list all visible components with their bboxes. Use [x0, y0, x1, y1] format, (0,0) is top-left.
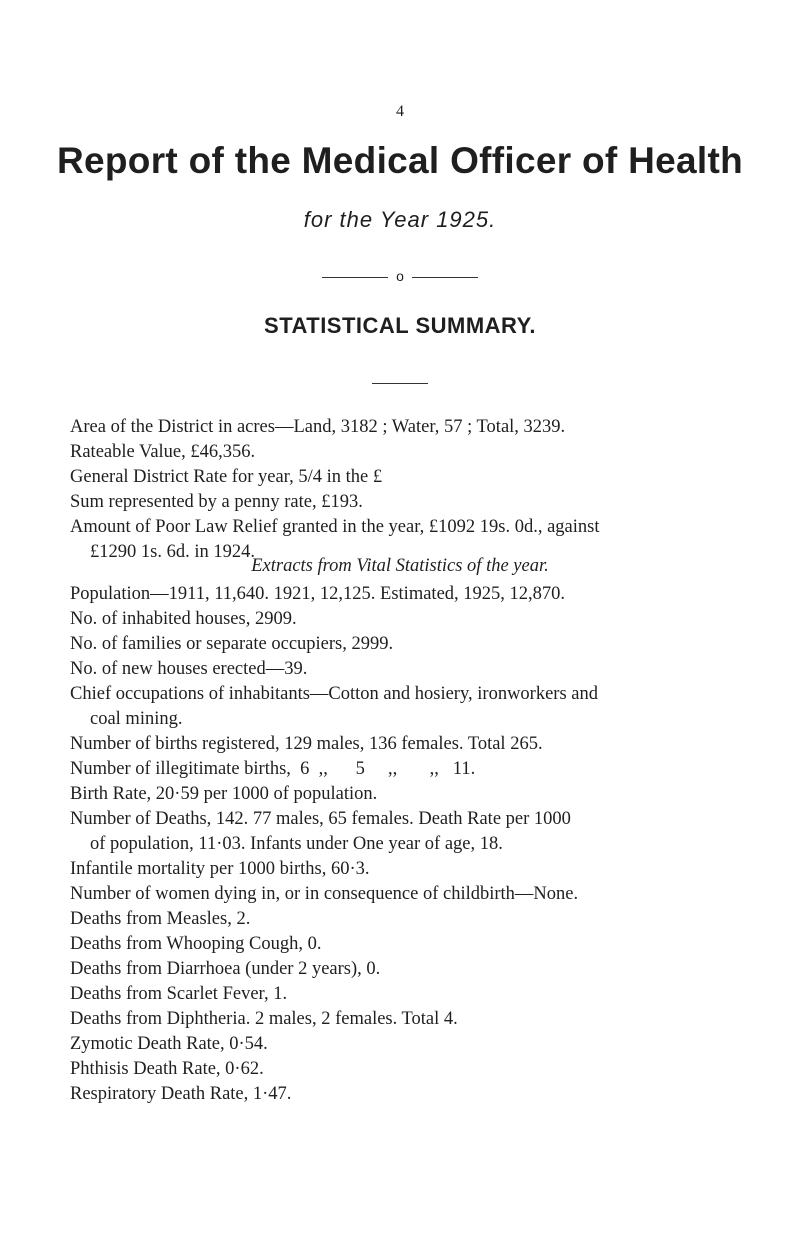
vital-line-families: No. of families or separate occupiers, 2999.	[70, 634, 394, 654]
vital-line-occupations: Chief occupations of inhabitants—Cotton and hosiery, ironworkers and	[70, 684, 598, 704]
summary-line-area: Area of the District in acres—Land, 3182 ; Water, 57 ; Total, 3239.	[70, 417, 566, 437]
vital-line-whooping-cough: Deaths from Whooping Cough, 0.	[70, 934, 322, 954]
vital-line-occupations-cont: coal mining.	[90, 709, 183, 729]
extracts-heading: Extracts from Vital Statistics of the year.	[251, 556, 549, 576]
report-subtitle: for the Year 1925.	[303, 207, 497, 232]
vital-line-deaths-cont: of population, 11·03. Infants under One year of age, 18.	[90, 834, 503, 854]
separator-line-right	[412, 277, 478, 278]
summary-line-poor-relief: Amount of Poor Law Relief granted in the year, £1092 19s. 0d., against	[70, 517, 600, 537]
vital-line-illegitimate-births: Number of illegitimate births, 6 ,, 5 ,, ,, 11.	[70, 759, 476, 779]
vital-line-inhabited-houses: No. of inhabited houses, 2909.	[70, 609, 297, 629]
page-number: 4	[396, 103, 404, 120]
separator-line-left	[322, 277, 388, 278]
vital-line-measles: Deaths from Measles, 2.	[70, 909, 251, 929]
vital-statistics-block	[70, 582, 750, 1107]
vital-line-scarlet-fever: Deaths from Scarlet Fever, 1.	[70, 984, 288, 1004]
separator-glyph: o	[396, 268, 404, 284]
vital-line-respiratory-rate: Respiratory Death Rate, 1·47.	[70, 1084, 292, 1104]
vital-line-diarrhoea: Deaths from Diarrhoea (under 2 years), 0.	[70, 959, 381, 979]
vital-line-diphtheria: Deaths from Diphtheria. 2 males, 2 females. Total 4.	[70, 1009, 458, 1029]
summary-line-penny-rate: Sum represented by a penny rate, £193.	[70, 492, 363, 512]
vital-line-births: Number of births registered, 129 males, 136 females. Total 265.	[70, 734, 543, 754]
summary-line-poor-relief-cont: £1290 1s. 6d. in 1924.	[90, 542, 255, 562]
ornamental-separator	[322, 268, 478, 288]
summary-block	[70, 415, 750, 565]
vital-line-birth-rate: Birth Rate, 20·59 per 1000 of population.	[70, 784, 378, 804]
section-heading: STATISTICAL SUMMARY.	[264, 313, 536, 338]
heading-rule	[372, 383, 428, 384]
vital-line-new-houses: No. of new houses erected—39.	[70, 659, 308, 679]
summary-line-rateable-value: Rateable Value, £46,356.	[70, 442, 256, 462]
vital-line-zymotic-rate: Zymotic Death Rate, 0·54.	[70, 1034, 268, 1054]
vital-line-population: Population—1911, 11,640. 1921, 12,125. Estimated, 1925, 12,870.	[70, 584, 566, 604]
summary-line-district-rate: General District Rate for year, 5/4 in the £	[70, 467, 383, 487]
vital-line-childbirth-deaths: Number of women dying in, or in consequence of childbirth—None.	[70, 884, 579, 904]
vital-line-infantile-mortality: Infantile mortality per 1000 births, 60·3.	[70, 859, 370, 879]
vital-line-deaths: Number of Deaths, 142. 77 males, 65 females. Death Rate per 1000	[70, 809, 571, 829]
vital-line-phthisis-rate: Phthisis Death Rate, 0·62.	[70, 1059, 264, 1079]
report-title: Report of the Medical Officer of Health	[57, 140, 743, 181]
